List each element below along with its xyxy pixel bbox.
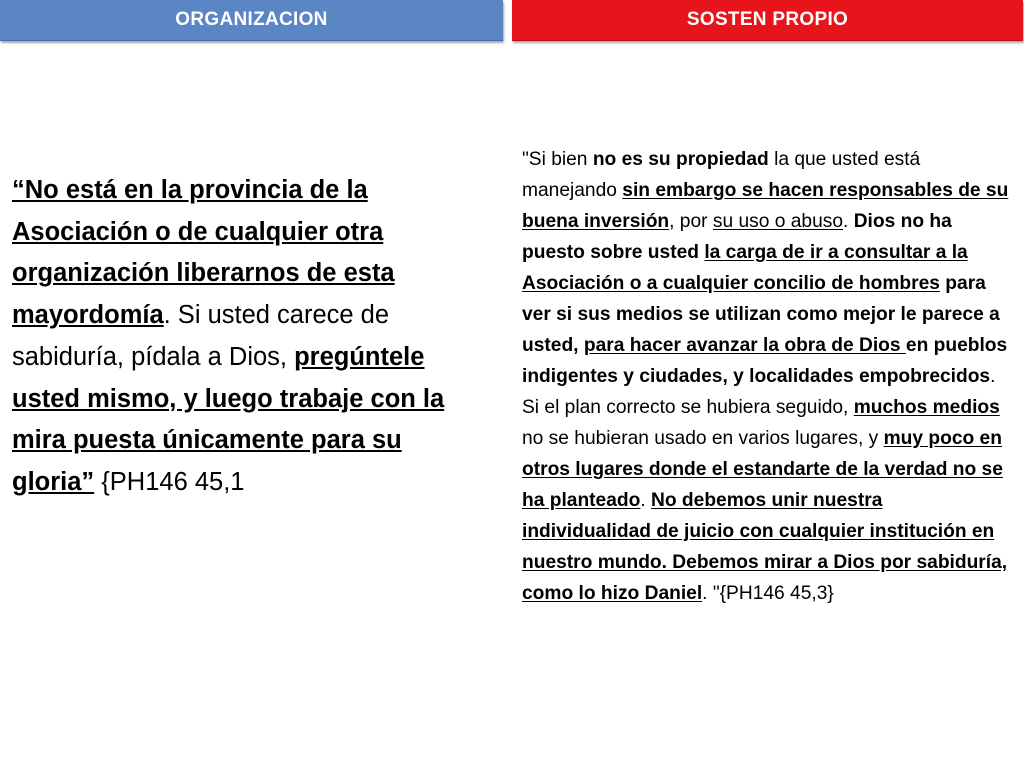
right-quote-segment: . bbox=[640, 490, 652, 511]
right-quote-segment: la carga de ir a consultar a la Asociación o a cualquier concilio de hombres bbox=[522, 242, 968, 294]
right-quote-segment: no se hubieran usado en varios lugares, y bbox=[522, 428, 884, 449]
left-quote-segment: pregúntele usted mismo, y luego trabaje con la mira puesta únicamente para su gloria” bbox=[12, 342, 445, 496]
right-quote bbox=[522, 144, 1014, 609]
left-quote-segment: . Si usted carece de sabiduría, pídala a Dios, bbox=[12, 301, 390, 371]
right-quote-segment: . bbox=[843, 211, 854, 232]
right-quote-segment: muy poco en otros lugares donde el estandarte de la verdad no se ha planteado bbox=[522, 428, 1003, 511]
right-quote-segment: sin embargo se hacen responsables de su buena inversión bbox=[522, 180, 1009, 232]
left-quote-citation: {PH146 45,1 bbox=[94, 467, 245, 496]
header-organizacion bbox=[0, 0, 503, 41]
right-quote-segment: . Si el plan correcto se hubiera seguido, bbox=[522, 366, 996, 418]
right-quote-segment: muchos medios bbox=[853, 397, 1000, 418]
right-quote-segment: No debemos unir nuestra individualidad de juicio con cualquier institución en nuestro mundo. Debemos mirar a Dios por sabiduría, como lo hizo Daniel bbox=[522, 490, 1008, 604]
header-sosten-propio bbox=[512, 0, 1023, 41]
right-quote-segment: la que usted está manejando bbox=[522, 149, 921, 201]
left-quote-segment: “No está en la provincia de la Asociación o de cualquier otra organización liberarnos de esta mayordomía bbox=[12, 176, 395, 330]
header-sosten-propio-label: SOSTEN PROPIO bbox=[686, 9, 849, 30]
right-quote-segment: , por bbox=[669, 211, 713, 232]
header-organizacion-label: ORGANIZACION bbox=[175, 9, 328, 30]
right-quote-segment: para hacer avanzar la obra de Dios bbox=[583, 335, 906, 356]
right-quote-segment: Dios no ha puesto sobre usted bbox=[522, 211, 952, 263]
right-quote-citation: . "{PH146 45,3} bbox=[702, 583, 834, 604]
right-quote-segment: para ver si sus medios se utilizan como mejor le parece a usted, bbox=[522, 273, 1000, 356]
right-quote-segment: su uso o abuso bbox=[712, 211, 844, 232]
right-quote-segment: "Si bien bbox=[522, 149, 593, 170]
right-quote-segment: en pueblos indigentes y ciudades, y localidades empobrecidos bbox=[522, 335, 1008, 387]
right-quote-segment: no es su propiedad bbox=[592, 149, 769, 170]
left-quote bbox=[12, 170, 490, 504]
